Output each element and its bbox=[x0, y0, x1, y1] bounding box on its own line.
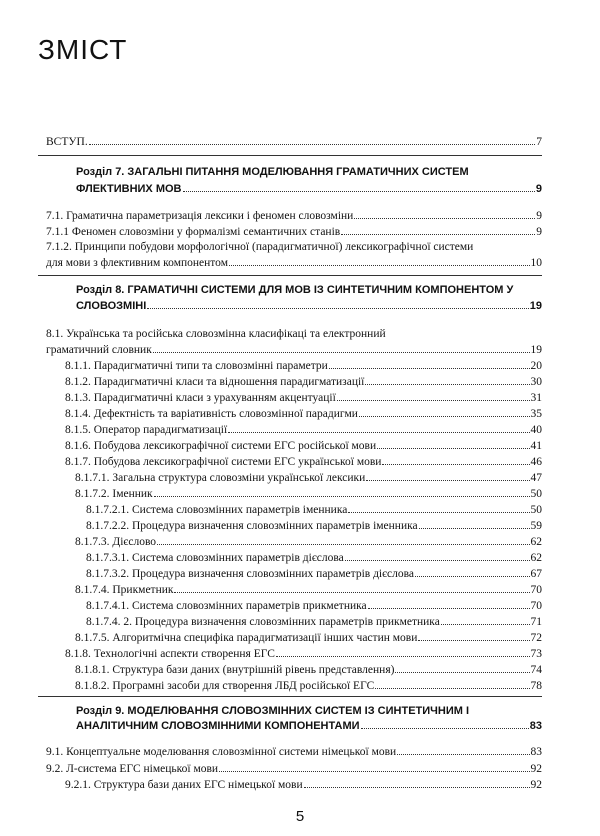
toc-entry-title: 8.1.3. Парадигматичні класи з урахуванням акцентуації bbox=[65, 392, 336, 404]
toc-entry-title: 8.1.5. Оператор парадигматизації bbox=[65, 424, 228, 436]
toc-entry-page: 62 bbox=[530, 536, 542, 548]
toc-entry-title: 8.1.4. Дефектність та варіативність словозмінної парадигми bbox=[65, 408, 358, 420]
dot-leader bbox=[345, 560, 530, 561]
toc-entry-page: 78 bbox=[530, 680, 542, 692]
toc-entry-title: 8.1.7.3. Дієслово bbox=[75, 536, 157, 548]
dot-leader bbox=[157, 544, 529, 545]
dot-leader bbox=[359, 416, 530, 417]
toc-entry-page: 47 bbox=[530, 472, 542, 484]
toc-entry-page: 50 bbox=[530, 504, 542, 516]
dot-leader bbox=[183, 191, 535, 192]
toc-entry-page: 50 bbox=[530, 488, 542, 500]
toc-entry-page: 92 bbox=[530, 779, 542, 791]
toc-entry-title: 8.1.7.4. 2. Процедура визначення словозмінних параметрів прикметника bbox=[86, 616, 440, 628]
toc-entry-title-cont: СЛОВОЗМІНІ bbox=[76, 300, 147, 312]
dot-leader bbox=[441, 624, 530, 625]
dot-leader bbox=[348, 512, 529, 513]
toc-entry-title: 8.1.7.4.1. Система словозмінних параметрів прикметника bbox=[86, 600, 367, 612]
toc-entry-title: 8.1.7.4. Прикметник bbox=[75, 584, 174, 596]
toc-entry-title: 7.1. Граматична параметризація лексики і феномен словозміни bbox=[46, 210, 354, 222]
toc-entry-title: 7.1.1 Феномен словозміни у формалізмі семантичних станів bbox=[46, 226, 341, 238]
toc-entry-page: 9 bbox=[536, 226, 542, 238]
dot-leader bbox=[368, 608, 530, 609]
dot-leader bbox=[329, 368, 530, 369]
dot-leader bbox=[418, 640, 529, 641]
toc-entry-title: 8.1.7.2.2. Процедура визначення словозмінних параметрів іменника bbox=[86, 520, 418, 532]
toc-entry-title: 9.2.1. Структура бази даних ЕГС німецької мови bbox=[65, 779, 303, 791]
toc-entry-page: 71 bbox=[530, 616, 542, 628]
toc-entry-page: 31 bbox=[530, 392, 542, 404]
dot-leader bbox=[174, 592, 529, 593]
dot-leader bbox=[228, 432, 529, 433]
toc-entry-page: 20 bbox=[530, 360, 542, 372]
dot-leader bbox=[147, 308, 528, 309]
dot-leader bbox=[153, 352, 530, 353]
toc-entry-title: 8.1.8.2. Програмні засоби для створення ЛБД російської ЕГС bbox=[75, 680, 375, 692]
dot-leader bbox=[415, 576, 529, 577]
toc-entry-page: 46 bbox=[530, 456, 542, 468]
toc-entry-page: 70 bbox=[530, 600, 542, 612]
toc-entry-title: 7.1.2. Принципи побудови морфологічної (парадигматичної) лексикографічної системи bbox=[46, 241, 474, 253]
dot-leader bbox=[354, 218, 535, 219]
dot-leader bbox=[154, 496, 530, 497]
toc-entry-page: 9 bbox=[535, 183, 542, 195]
toc-entry-title: 8.1.1. Парадигматичні типи та словозмінні параметри bbox=[65, 360, 328, 372]
toc-entry-page: 35 bbox=[530, 408, 542, 420]
dot-leader bbox=[397, 754, 529, 755]
toc-entry-title: 8.1.8.1. Структура бази даних (внутрішній рівень представлення) bbox=[75, 664, 395, 676]
toc-entry-title: 8.1.7.3.1. Система словозмінних параметрів дієслова bbox=[86, 552, 344, 564]
toc-entry-page: 67 bbox=[530, 568, 542, 580]
dot-leader bbox=[229, 265, 530, 266]
toc-entry-page: 41 bbox=[530, 440, 542, 452]
toc-entry-page: 10 bbox=[530, 257, 542, 269]
toc-entry-page: 59 bbox=[530, 520, 542, 532]
section-divider bbox=[38, 696, 542, 697]
dot-leader bbox=[395, 672, 529, 673]
toc-entry-title: 9.2. Л-система ЕГС німецької мови bbox=[46, 763, 219, 775]
toc-entry-title: 8.1.7.5. Алгоритмічна специфіка парадигматизації інших частин мови bbox=[75, 632, 418, 644]
toc-entry-page: 70 bbox=[530, 584, 542, 596]
toc-entry-title: 8.1.7.3.2. Процедура визначення словозмінних параметрів дієслова bbox=[86, 568, 415, 580]
toc-entry-title-cont: АНАЛІТИЧНИМ СЛОВОЗМІННИМИ КОМПОНЕНТАМИ bbox=[76, 720, 360, 732]
toc-entry-title: 8.1.8. Технологічні аспекти створення ЕГС bbox=[65, 648, 275, 660]
toc-entry-title-cont: для мови з флективним компонентом bbox=[46, 257, 228, 269]
toc-entry-page: 7 bbox=[536, 136, 542, 148]
page-title: ЗМІСТ bbox=[38, 34, 128, 65]
toc-entry-page: 83 bbox=[530, 746, 542, 758]
toc-entry-page: 62 bbox=[530, 552, 542, 564]
toc-entry-title: 8.1.7.2. Іменник bbox=[75, 488, 153, 500]
toc-entry-title-cont: ФЛЕКТИВНИХ МОВ bbox=[76, 183, 182, 195]
toc-entry-title: 9.1. Концептуальне моделювання словозмінної системи німецької мови bbox=[46, 746, 397, 758]
toc-entry-page: 92 bbox=[530, 763, 542, 775]
toc-entry-title: Розділ 9. МОДЕЛЮВАННЯ СЛОВОЗМІННИХ СИСТЕМ ІЗ СИНТЕТИЧНИМ І bbox=[76, 705, 470, 717]
dot-leader bbox=[361, 728, 529, 729]
dot-leader bbox=[419, 528, 530, 529]
toc-entry-page: 72 bbox=[530, 632, 542, 644]
toc-entry-title: 8.1.6. Побудова лексикографічної системи ЕГС російської мови bbox=[65, 440, 377, 452]
toc-entry-title: ВСТУП. bbox=[46, 136, 88, 148]
toc-entry-title: 8.1.7.1. Загальна структура словозміни української лексики bbox=[75, 472, 366, 484]
dot-leader bbox=[304, 787, 530, 788]
dot-leader bbox=[276, 656, 530, 657]
toc-entry-title: 8.1.7.2.1. Система словозмінних параметрів іменника bbox=[86, 504, 348, 516]
toc-entry-page: 19 bbox=[530, 344, 542, 356]
dot-leader bbox=[375, 688, 529, 689]
toc-entry-title-cont: граматичний словник bbox=[46, 344, 152, 356]
dot-leader bbox=[377, 448, 529, 449]
dot-leader bbox=[219, 771, 529, 772]
section-divider bbox=[38, 155, 542, 156]
toc-entry-page: 74 bbox=[530, 664, 542, 676]
dot-leader bbox=[337, 400, 530, 401]
toc-entry-page: 73 bbox=[530, 648, 542, 660]
section-divider bbox=[38, 275, 542, 276]
toc-entry-page: 83 bbox=[529, 720, 542, 732]
toc-entry-title: 8.1.7. Побудова лексикографічної системи ЕГС української мови bbox=[65, 456, 382, 468]
toc-entry-title: 8.1. Українська та російська словозмінна класифікаці та електронний bbox=[46, 328, 386, 340]
toc-entry-title: 8.1.2. Парадигматичні класи та відношення парадигматизації bbox=[65, 376, 365, 388]
dot-leader bbox=[365, 384, 529, 385]
dot-leader bbox=[89, 144, 536, 145]
dot-leader bbox=[382, 464, 529, 465]
toc-entry-title: Розділ 8. ГРАМАТИЧНІ СИСТЕМИ ДЛЯ МОВ ІЗ СИНТЕТИЧНИМ КОМПОНЕНТОМ У bbox=[76, 284, 514, 296]
toc-entry-page: 19 bbox=[529, 300, 542, 312]
toc-entry-page: 30 bbox=[530, 376, 542, 388]
toc-entry-page: 9 bbox=[536, 210, 542, 222]
page-number: 5 bbox=[295, 808, 305, 825]
toc-entry-page: 40 bbox=[530, 424, 542, 436]
toc-entry-title: Розділ 7. ЗАГАЛЬНІ ПИТАННЯ МОДЕЛЮВАННЯ ГРАМАТИЧНИХ СИСТЕМ bbox=[76, 166, 469, 178]
dot-leader bbox=[341, 234, 535, 235]
dot-leader bbox=[366, 480, 529, 481]
